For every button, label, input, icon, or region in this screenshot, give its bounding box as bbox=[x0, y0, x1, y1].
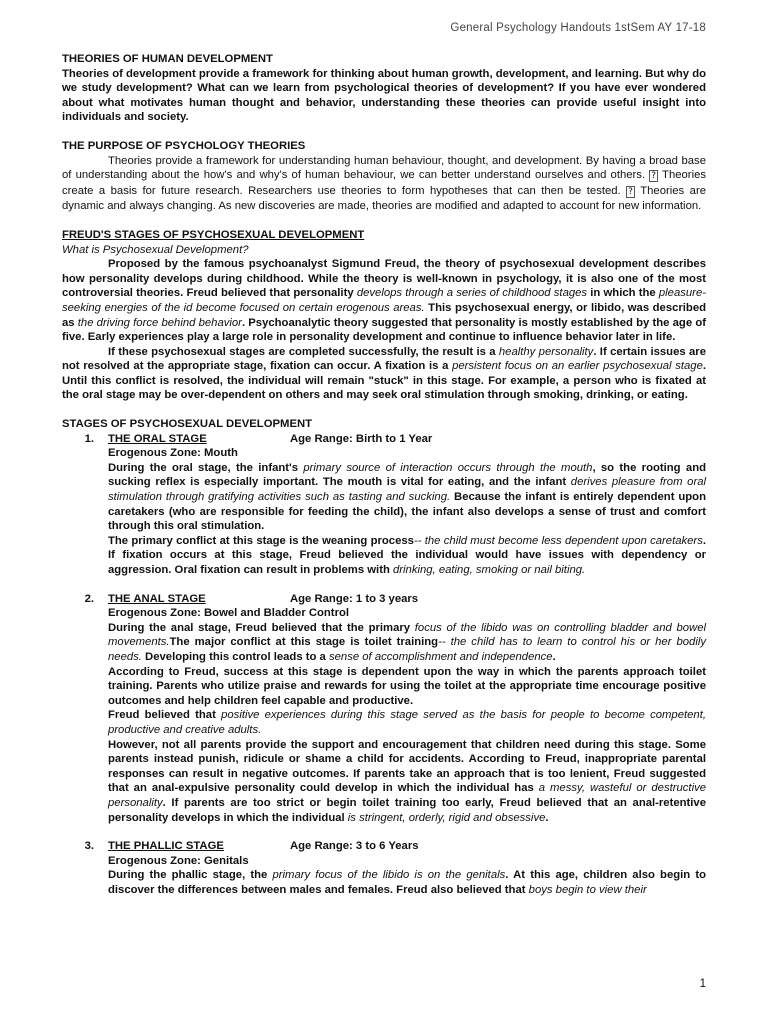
bold-text: Early experiences play a large role in personality development and continue to influence behavior later in life. bbox=[84, 331, 676, 344]
stage-paragraph bbox=[108, 621, 706, 665]
stage-header bbox=[108, 592, 706, 607]
bold-text: is a bbox=[425, 360, 453, 373]
stage-number: 2. bbox=[84, 592, 94, 605]
bold-text: Developing this control leads to a bbox=[141, 650, 329, 663]
bold-text: . While the theory is well-known in psychology, it is also one of the most controversial theories. Freud believed that personality bbox=[62, 272, 707, 300]
italic-text: the driving force behind behavior bbox=[77, 316, 242, 329]
bold-text: . Psychoanalytic theory suggested that personality is mostly established by the age of five. bbox=[62, 316, 706, 344]
stage-erogenous-zone: Erogenous Zone: Bowel and Bladder Control bbox=[108, 607, 350, 620]
section-paragraph bbox=[62, 154, 706, 214]
bold-text: . Until this conflict is resolved, the individual will remain "stuck" in this stage. For example, a person who is fixated at the oral stage may be over-dependent on others and may seek oral stimulation through smoking, drinking, or eating. bbox=[62, 360, 707, 402]
stage-paragraph bbox=[108, 665, 706, 709]
bold-text: , so the rooting and sucking reflex is especially important. The mouth is vital for eating, and the infant bbox=[108, 461, 706, 489]
bold-text: Proposed by the famous psychoanalyst Sigmund Freud, the theory of psychosexual development describes bbox=[108, 258, 706, 271]
purpose-sentence: Theories create a basis for future research. Researchers use theories to form hypotheses that can then be tested. bbox=[62, 169, 707, 197]
bold-text: The primary conflict at this stage is the weaning process bbox=[108, 534, 414, 547]
stage-age-range: Age Range: 3 to 6 Years bbox=[290, 840, 419, 853]
stage-paragraph bbox=[108, 534, 706, 578]
bold-text: in which the bbox=[587, 287, 659, 300]
bold-text: During the phallic stage, the bbox=[108, 869, 273, 882]
freud-paragraph bbox=[62, 345, 706, 403]
purpose-sentence: Theories provide a framework for understanding human behaviour, thought, and development. By having a broad base of understanding about the how's and why's of human behaviour, we can better understand ourselves and others. bbox=[62, 154, 706, 182]
stage-item bbox=[62, 592, 706, 826]
bullet-glyph-icon: ? bbox=[628, 186, 633, 197]
section-heading: THEORIES OF HUMAN DEVELOPMENT bbox=[62, 53, 273, 65]
stage-item bbox=[62, 432, 706, 578]
section-heading: THE PURPOSE OF PSYCHOLOGY THEORIES bbox=[62, 139, 306, 152]
italic-text: healthy personality bbox=[498, 345, 594, 358]
stage-paragraph bbox=[108, 868, 706, 897]
italic-text: primary focus of the libido is on the genitals bbox=[272, 869, 506, 882]
bold-text: . At this age, children also begin to discover the differences between males and females. Freud also believed that bbox=[108, 869, 706, 896]
italic-text: -- the child must become less dependent upon caretakers bbox=[413, 534, 703, 547]
bold-text: . bbox=[545, 811, 549, 824]
stage-paragraph bbox=[108, 708, 706, 737]
bold-text: This psychosexual energy, or bbox=[424, 301, 591, 314]
italic-text: drinking, eating, smoking or nail biting. bbox=[393, 564, 586, 576]
bold-text: During the anal stage, Freud believed that the primary bbox=[108, 621, 415, 634]
bold-text: The major conflict at this stage is toilet training bbox=[169, 636, 439, 649]
stage-header bbox=[108, 839, 706, 854]
italic-text: -- the child has to learn to control his or her bodily needs. bbox=[108, 636, 706, 663]
freud-heading: FREUD'S STAGES OF PSYCHOSEXUAL DEVELOPMENT bbox=[62, 228, 365, 241]
italic-text: boys begin to view their bbox=[528, 883, 647, 896]
bold-text: . bbox=[552, 650, 556, 663]
page-header: General Psychology Handouts 1stSem AY 17-18 bbox=[450, 22, 706, 34]
stages-list bbox=[62, 432, 706, 898]
stage-paragraph bbox=[108, 461, 706, 534]
italic-text: positive experiences during this stage served as the basis for people to become competent, productive and creative adults. bbox=[108, 709, 706, 736]
bold-text: fixation bbox=[385, 360, 426, 373]
stages-heading: STAGES OF PSYCHOSEXUAL DEVELOPMENT bbox=[62, 418, 313, 431]
bold-text: However, not all parents provide the support and encouragement that children need during this stage. Some parents instead punish, ridicule or shame a child for accidents. According to Freud, inappropriate parental responses can result in negative outcomes. If parents take an approach that is too lenient, Freud suggested that an anal-expulsive personality could develop in which the individual has bbox=[108, 738, 706, 795]
freud-subheading: What is Psychosexual Development? bbox=[62, 243, 249, 256]
bold-text: According to Freud, success at this stage is dependent upon the way in which the parents approach toilet training. Parents who utilize praise and rewards for using the toilet at the appropriate time encourage positive outcomes and help children feel capable and productive. bbox=[108, 665, 706, 707]
italic-text: sense of accomplishment and independence bbox=[328, 650, 553, 663]
bold-text: libido bbox=[590, 301, 622, 314]
freud-paragraph bbox=[62, 257, 706, 345]
bold-text: Because the infant is entirely dependent upon caretakers (who are responsible for feeding the child), the infant also develops a sense of trust and comfort through this oral stimulation. bbox=[108, 491, 706, 533]
italic-text: primary source of interaction occurs through the mouth bbox=[303, 461, 593, 474]
italic-text: is stringent, orderly, rigid and obsessive bbox=[347, 811, 546, 824]
stage-number: 1. bbox=[84, 432, 94, 445]
bold-text: . If certain issues are not resolved at the appropriate stage, fixation can occur. A bbox=[62, 345, 706, 373]
bold-text: . If fixation occurs at this stage, Freud believed the individual would have issues with dependency or aggression. Oral fixation can result in problems with bbox=[108, 534, 706, 576]
italic-text: a messy, wasteful or destructive personality bbox=[108, 782, 707, 809]
stage-erogenous-zone: Erogenous Zone: Genitals bbox=[108, 854, 249, 867]
bold-text: During the oral stage, the infant's bbox=[108, 461, 304, 474]
stage-title: THE ORAL STAGE bbox=[108, 432, 207, 445]
stage-erogenous-zone: Erogenous Zone: Mouth bbox=[108, 447, 238, 460]
stage-number: 3. bbox=[84, 840, 94, 853]
stage-title: THE PHALLIC STAGE bbox=[108, 840, 224, 853]
bold-text: . If parents are too strict or begin toilet training too early, Freud believed that an anal-retentive personality develops in which the individual bbox=[108, 796, 706, 824]
stage-age-range: Age Range: Birth to 1 Year bbox=[290, 432, 433, 445]
bold-text: , was described as bbox=[62, 301, 707, 329]
stage-title: THE ANAL STAGE bbox=[108, 592, 206, 605]
italic-text: develops through a series of childhood stages bbox=[356, 287, 588, 300]
italic-text: pleasure-seeking energies of the id become focused on certain erogenous areas. bbox=[62, 287, 706, 314]
purpose-sentence: Theories are dynamic and always changing. As new discoveries are made, theories are modified and adapted to account for new information. bbox=[62, 184, 706, 213]
stage-body bbox=[108, 432, 706, 578]
bullet-glyph-icon: ? bbox=[651, 171, 657, 182]
stage-paragraph bbox=[108, 738, 706, 826]
italic-text: derives pleasure from oral stimulation through gratifying activities such as tasting and sucking. bbox=[108, 476, 707, 504]
bold-text: If these psychosexual stages are completed successfully, the result is a bbox=[108, 345, 499, 358]
document-body bbox=[62, 52, 706, 897]
bold-text: how personality develops during childhood bbox=[62, 272, 301, 285]
stage-body bbox=[108, 839, 706, 897]
stage-age-range: Age Range: 1 to 3 years bbox=[290, 592, 419, 605]
stage-item bbox=[62, 839, 706, 897]
stage-header bbox=[108, 432, 706, 447]
stage-body bbox=[108, 592, 706, 826]
bold-text: Freud believed that bbox=[108, 709, 222, 722]
page-number: 1 bbox=[699, 978, 706, 990]
section-paragraph: Theories of development provide a framework for thinking about human growth, development, and learning. But why do we study development? What can we learn from psychological theories of development? If you have ever wondered about what motivates human thought and behavior, understanding these theories can provide useful insight into individuals and society. bbox=[62, 67, 706, 124]
italic-text: focus of the libido was on controlling bladder and bowel movements. bbox=[108, 621, 707, 649]
italic-text: persistent focus on an earlier psychosexual stage bbox=[452, 360, 703, 373]
